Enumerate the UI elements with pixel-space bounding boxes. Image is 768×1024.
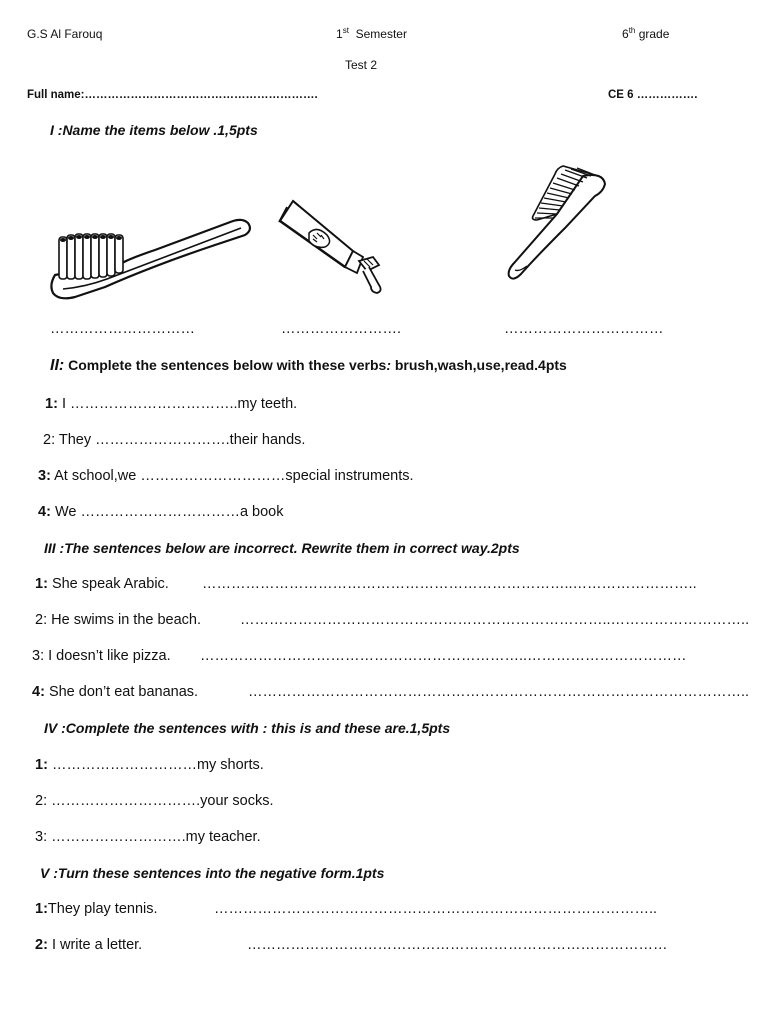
negative-line[interactable]: …………………………………………………………………………… bbox=[247, 937, 668, 953]
section2-item[interactable] bbox=[43, 432, 305, 448]
item-number: 3: bbox=[35, 829, 48, 845]
class-field: CE 6 ……………. bbox=[608, 89, 698, 101]
rewrite-line[interactable]: …………………………………………………………..…………………………… bbox=[200, 648, 687, 664]
section2-item[interactable] bbox=[38, 468, 414, 484]
item-text: …………………………my shorts. bbox=[51, 757, 264, 773]
item-text: She speak Arabic. bbox=[51, 576, 169, 592]
section4-item[interactable] bbox=[35, 829, 261, 845]
item-text: ……………………….my teacher. bbox=[51, 829, 261, 845]
item-number: 4: bbox=[32, 684, 45, 700]
item-number: 4: bbox=[38, 504, 51, 520]
semester-label bbox=[336, 27, 407, 41]
item-text: ………………………….your socks. bbox=[51, 793, 274, 809]
item-text: He swims in the beach. bbox=[51, 612, 202, 628]
rewrite-line[interactable]: …………………………………………………………………..……………………….. bbox=[240, 612, 750, 628]
section2-verbs: brush,wash,use,read.4pts bbox=[394, 357, 567, 373]
section3-title: III :The sentences below are incorrect. Rewrite them in correct way.2pts bbox=[44, 540, 520, 556]
semester-number: 1 bbox=[336, 27, 343, 41]
section2-item[interactable] bbox=[38, 504, 284, 520]
test-title: Test 2 bbox=[345, 58, 378, 72]
item-number: 2: bbox=[35, 937, 48, 953]
full-name-field: Full name:……………………………………………………. bbox=[27, 89, 318, 101]
school-name: G.S Al Farouq bbox=[27, 27, 103, 41]
item3-answer-blank[interactable]: …………………………… bbox=[504, 321, 664, 337]
item-number: 1: bbox=[35, 901, 48, 917]
item-number: 2: bbox=[43, 432, 56, 448]
item-text: They play tennis. bbox=[47, 901, 158, 917]
semester-ordinal: st bbox=[342, 26, 349, 35]
item-text: At school,we …………………………special instruments. bbox=[54, 468, 414, 484]
item-text: I ……………………………..my teeth. bbox=[61, 396, 298, 412]
item-number: 1: bbox=[35, 576, 48, 592]
grade-number: 6 bbox=[622, 27, 629, 41]
section5-title: V :Turn these sentences into the negative form.1pts bbox=[40, 865, 385, 881]
item-number: 2: bbox=[35, 793, 48, 809]
section2-roman: II: bbox=[50, 357, 65, 374]
item-text: I doesn’t like pizza. bbox=[48, 648, 171, 664]
rewrite-line[interactable]: …………………………………………………………………..…………………….. bbox=[202, 576, 697, 592]
semester-word: Semester bbox=[355, 27, 407, 41]
section3-sentence bbox=[35, 612, 201, 628]
toothpaste-icon bbox=[275, 195, 395, 300]
item-text: I write a letter. bbox=[51, 937, 143, 953]
rewrite-line[interactable]: ………………………………………………………………………………………….. bbox=[248, 684, 750, 700]
negative-line[interactable]: ……………………………………………………………………………….. bbox=[214, 901, 658, 917]
section1-title: I :Name the items below .1,5pts bbox=[50, 122, 258, 138]
section4-item[interactable] bbox=[35, 793, 273, 809]
section2-colon: : bbox=[386, 357, 391, 373]
section5-sentence bbox=[35, 937, 142, 953]
section3-sentence bbox=[35, 576, 169, 592]
section5-sentence bbox=[35, 901, 158, 917]
section4-title: IV :Complete the sentences with : this is and these are.1,5pts bbox=[44, 720, 451, 736]
item-text: She don’t eat bananas. bbox=[48, 684, 199, 700]
item-number: 1: bbox=[35, 757, 48, 773]
section2-item[interactable] bbox=[45, 396, 297, 412]
item-number: 1: bbox=[45, 396, 58, 412]
section3-sentence bbox=[32, 648, 171, 664]
section4-item[interactable] bbox=[35, 757, 264, 773]
grade-ordinal: th bbox=[628, 26, 636, 35]
item-number: 2: bbox=[35, 612, 48, 628]
item-number: 3: bbox=[32, 648, 45, 664]
item-number: 3: bbox=[38, 468, 51, 484]
section2-title bbox=[50, 357, 567, 375]
comb-icon bbox=[505, 172, 610, 287]
section2-instruction: Complete the sentences below with these verbs bbox=[68, 357, 387, 373]
item1-answer-blank[interactable]: ………………………… bbox=[50, 321, 195, 337]
item2-answer-blank[interactable]: ……………………. bbox=[281, 321, 402, 337]
item-text: They ……………………….their hands. bbox=[58, 432, 306, 448]
grade-word: grade bbox=[638, 27, 670, 41]
grade-label bbox=[622, 27, 669, 41]
toothbrush-icon bbox=[45, 215, 255, 305]
item-text: We ……………………………a book bbox=[54, 504, 284, 520]
section3-sentence bbox=[32, 684, 198, 700]
